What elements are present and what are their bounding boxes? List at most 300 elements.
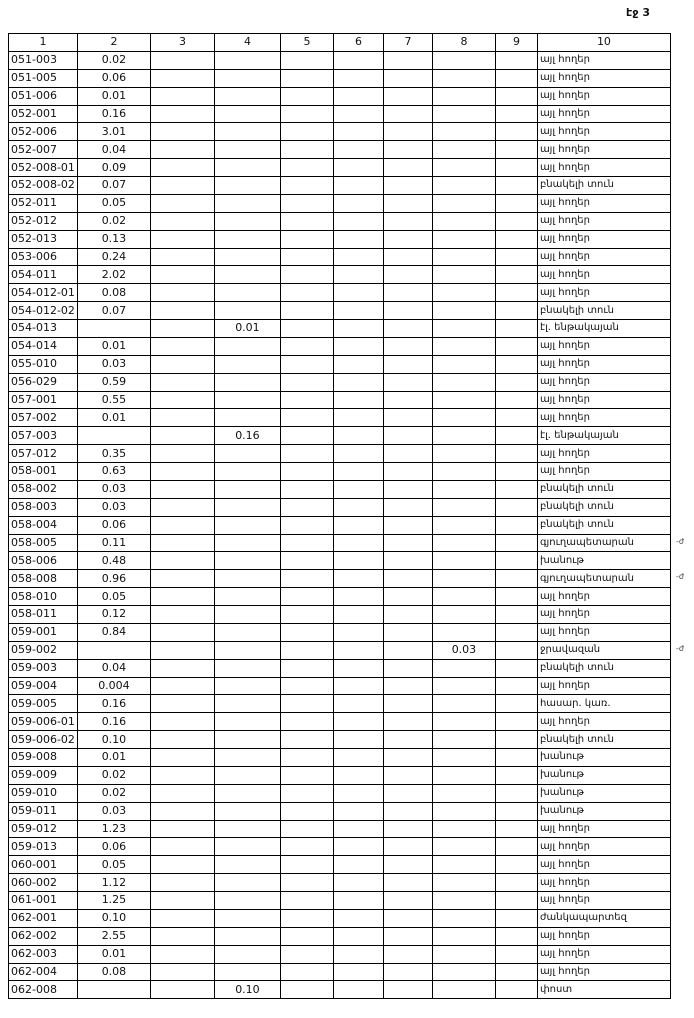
land-use-cell: այլ հողեր bbox=[537, 945, 670, 963]
area-cell-col-5 bbox=[280, 391, 333, 409]
area-cell-col-6 bbox=[333, 641, 383, 659]
area-cell-col-7 bbox=[383, 659, 432, 677]
area-cell-col-6 bbox=[333, 749, 383, 767]
area-cell-col-2: 0.03 bbox=[77, 480, 150, 498]
area-cell-col-8 bbox=[432, 981, 495, 999]
area-cell-col-4 bbox=[214, 534, 280, 552]
area-cell-col-5 bbox=[280, 856, 333, 874]
area-cell-col-7 bbox=[383, 87, 432, 105]
area-cell-col-8 bbox=[432, 927, 495, 945]
land-use-cell: այլ հողեր bbox=[537, 212, 670, 230]
area-cell-col-2: 1.12 bbox=[77, 874, 150, 892]
area-cell-col-4 bbox=[214, 194, 280, 212]
area-cell-col-9 bbox=[495, 480, 537, 498]
land-use-cell: այլ հողեր bbox=[537, 159, 670, 177]
parcel-code-cell: 059-008 bbox=[9, 749, 78, 767]
area-cell-col-9 bbox=[495, 51, 537, 69]
table-row bbox=[9, 320, 671, 338]
area-cell-col-3 bbox=[150, 695, 214, 713]
area-cell-col-4 bbox=[214, 302, 280, 320]
table-row bbox=[9, 212, 671, 230]
table-row bbox=[9, 838, 671, 856]
area-cell-col-8 bbox=[432, 159, 495, 177]
area-cell-col-4 bbox=[214, 87, 280, 105]
area-cell-col-9 bbox=[495, 177, 537, 195]
area-cell-col-9 bbox=[495, 677, 537, 695]
area-cell-col-4 bbox=[214, 105, 280, 123]
land-use-cell: խանութ bbox=[537, 784, 670, 802]
table-row bbox=[9, 749, 671, 767]
area-cell-col-4 bbox=[214, 480, 280, 498]
area-cell-col-9 bbox=[495, 802, 537, 820]
area-cell-col-7 bbox=[383, 409, 432, 427]
area-cell-col-3 bbox=[150, 838, 214, 856]
area-cell-col-6 bbox=[333, 892, 383, 910]
area-cell-col-5 bbox=[280, 927, 333, 945]
land-use-cell: խանութ bbox=[537, 552, 670, 570]
area-cell-col-6 bbox=[333, 51, 383, 69]
land-use-cell: այլ հողեր bbox=[537, 623, 670, 641]
area-cell-col-6 bbox=[333, 320, 383, 338]
area-cell-col-8 bbox=[432, 659, 495, 677]
area-cell-col-2: 0.07 bbox=[77, 177, 150, 195]
area-cell-col-6 bbox=[333, 355, 383, 373]
parcel-code-cell: 058-006 bbox=[9, 552, 78, 570]
area-cell-col-2: 0.01 bbox=[77, 749, 150, 767]
land-use-cell: այլ հողեր bbox=[537, 391, 670, 409]
area-cell-col-5 bbox=[280, 141, 333, 159]
area-cell-col-9 bbox=[495, 373, 537, 391]
area-cell-col-7 bbox=[383, 588, 432, 606]
area-cell-col-3 bbox=[150, 212, 214, 230]
area-cell-col-8 bbox=[432, 623, 495, 641]
area-cell-col-9 bbox=[495, 606, 537, 624]
area-cell-col-6 bbox=[333, 677, 383, 695]
area-cell-col-6 bbox=[333, 445, 383, 463]
land-use-cell: այլ հողեր bbox=[537, 588, 670, 606]
area-cell-col-8 bbox=[432, 212, 495, 230]
area-cell-col-7 bbox=[383, 677, 432, 695]
area-cell-col-2: 0.24 bbox=[77, 248, 150, 266]
area-cell-col-7 bbox=[383, 927, 432, 945]
area-cell-col-8 bbox=[432, 498, 495, 516]
area-cell-col-4 bbox=[214, 69, 280, 87]
table-row bbox=[9, 534, 671, 552]
land-use-cell: այլ հողեր bbox=[537, 838, 670, 856]
area-cell-col-3 bbox=[150, 284, 214, 302]
parcel-code-cell: 062-003 bbox=[9, 945, 78, 963]
table-row bbox=[9, 480, 671, 498]
table-row bbox=[9, 248, 671, 266]
table-row bbox=[9, 266, 671, 284]
area-cell-col-7 bbox=[383, 177, 432, 195]
land-use-cell: գյուղապետարան bbox=[537, 570, 670, 588]
area-cell-col-8 bbox=[432, 570, 495, 588]
area-cell-col-9 bbox=[495, 927, 537, 945]
parcel-code-cell: 058-002 bbox=[9, 480, 78, 498]
parcel-code-cell: 059-011 bbox=[9, 802, 78, 820]
area-cell-col-2: 0.08 bbox=[77, 284, 150, 302]
area-cell-col-8 bbox=[432, 552, 495, 570]
area-cell-col-7 bbox=[383, 141, 432, 159]
parcel-code-cell: 057-003 bbox=[9, 427, 78, 445]
area-cell-col-6 bbox=[333, 302, 383, 320]
parcel-code-cell: 060-001 bbox=[9, 856, 78, 874]
area-cell-col-7 bbox=[383, 373, 432, 391]
area-cell-col-3 bbox=[150, 177, 214, 195]
area-cell-col-8 bbox=[432, 766, 495, 784]
table-row bbox=[9, 194, 671, 212]
area-cell-col-2: 0.08 bbox=[77, 963, 150, 981]
area-cell-col-2 bbox=[77, 981, 150, 999]
area-cell-col-6 bbox=[333, 516, 383, 534]
area-cell-col-8 bbox=[432, 177, 495, 195]
area-cell-col-8 bbox=[432, 87, 495, 105]
area-cell-col-4 bbox=[214, 892, 280, 910]
area-cell-col-6 bbox=[333, 552, 383, 570]
area-cell-col-5 bbox=[280, 355, 333, 373]
area-cell-col-8 bbox=[432, 463, 495, 481]
area-cell-col-2: 3.01 bbox=[77, 123, 150, 141]
header-row bbox=[9, 34, 671, 52]
area-cell-col-2: 0.16 bbox=[77, 105, 150, 123]
area-cell-col-7 bbox=[383, 51, 432, 69]
area-cell-col-5 bbox=[280, 731, 333, 749]
table-row bbox=[9, 105, 671, 123]
area-cell-col-5 bbox=[280, 892, 333, 910]
area-cell-col-3 bbox=[150, 337, 214, 355]
area-cell-col-6 bbox=[333, 909, 383, 927]
area-cell-col-2: 0.01 bbox=[77, 87, 150, 105]
area-cell-col-6 bbox=[333, 248, 383, 266]
area-cell-col-3 bbox=[150, 659, 214, 677]
land-use-cell: այլ հողեր bbox=[537, 927, 670, 945]
parcel-code-cell: 059-005 bbox=[9, 695, 78, 713]
area-cell-col-9 bbox=[495, 820, 537, 838]
table-row bbox=[9, 177, 671, 195]
parcel-code-cell: 054-012-01 bbox=[9, 284, 78, 302]
area-cell-col-2: 0.05 bbox=[77, 588, 150, 606]
area-cell-col-8 bbox=[432, 391, 495, 409]
area-cell-col-9 bbox=[495, 212, 537, 230]
area-cell-col-7 bbox=[383, 892, 432, 910]
area-cell-col-4 bbox=[214, 373, 280, 391]
area-cell-col-2: 0.96 bbox=[77, 570, 150, 588]
land-use-cell: այլ հողեր bbox=[537, 820, 670, 838]
area-cell-col-2: 0.03 bbox=[77, 355, 150, 373]
column-header-9: 9 bbox=[495, 34, 537, 52]
parcel-code-cell: 059-001 bbox=[9, 623, 78, 641]
area-cell-col-4 bbox=[214, 123, 280, 141]
area-cell-col-5 bbox=[280, 248, 333, 266]
area-cell-col-9 bbox=[495, 230, 537, 248]
area-cell-col-7 bbox=[383, 445, 432, 463]
area-cell-col-9 bbox=[495, 731, 537, 749]
area-cell-col-5 bbox=[280, 194, 333, 212]
area-cell-col-9 bbox=[495, 874, 537, 892]
area-cell-col-2: 0.63 bbox=[77, 463, 150, 481]
area-cell-col-2: 0.04 bbox=[77, 141, 150, 159]
parcel-code-cell: 062-001 bbox=[9, 909, 78, 927]
area-cell-col-8 bbox=[432, 284, 495, 302]
area-cell-col-7 bbox=[383, 784, 432, 802]
area-cell-col-3 bbox=[150, 105, 214, 123]
area-cell-col-9 bbox=[495, 445, 537, 463]
parcel-code-cell: 052-006 bbox=[9, 123, 78, 141]
area-cell-col-7 bbox=[383, 695, 432, 713]
area-cell-col-5 bbox=[280, 177, 333, 195]
area-cell-col-7 bbox=[383, 123, 432, 141]
area-cell-col-8 bbox=[432, 105, 495, 123]
parcel-code-cell: 054-011 bbox=[9, 266, 78, 284]
table-row bbox=[9, 695, 671, 713]
land-use-cell: էլ. ենթակայան bbox=[537, 320, 670, 338]
parcel-code-cell: 055-010 bbox=[9, 355, 78, 373]
area-cell-col-5 bbox=[280, 588, 333, 606]
area-cell-col-5 bbox=[280, 212, 333, 230]
parcel-code-cell: 062-004 bbox=[9, 963, 78, 981]
area-cell-col-9 bbox=[495, 784, 537, 802]
column-header-1: 1 bbox=[9, 34, 78, 52]
area-cell-col-3 bbox=[150, 516, 214, 534]
land-use-cell: էլ. ենթակայան bbox=[537, 427, 670, 445]
area-cell-col-6 bbox=[333, 480, 383, 498]
parcel-code-cell: 051-005 bbox=[9, 69, 78, 87]
table-row bbox=[9, 945, 671, 963]
area-cell-col-6 bbox=[333, 981, 383, 999]
table-row bbox=[9, 159, 671, 177]
area-cell-col-9 bbox=[495, 588, 537, 606]
land-use-cell: այլ հողեր bbox=[537, 266, 670, 284]
area-cell-col-8 bbox=[432, 695, 495, 713]
area-cell-col-5 bbox=[280, 427, 333, 445]
parcel-code-cell: 061-001 bbox=[9, 892, 78, 910]
area-cell-col-4 bbox=[214, 588, 280, 606]
area-cell-col-9 bbox=[495, 123, 537, 141]
table-row bbox=[9, 87, 671, 105]
parcel-code-cell: 058-010 bbox=[9, 588, 78, 606]
area-cell-col-2: 0.16 bbox=[77, 695, 150, 713]
land-use-cell: այլ հողեր bbox=[537, 284, 670, 302]
land-use-cell: բնակելի տուն bbox=[537, 177, 670, 195]
area-cell-col-7 bbox=[383, 69, 432, 87]
page-number: էջ 3 bbox=[626, 6, 650, 19]
area-cell-col-7 bbox=[383, 641, 432, 659]
area-cell-col-9 bbox=[495, 856, 537, 874]
area-cell-col-6 bbox=[333, 373, 383, 391]
area-cell-col-3 bbox=[150, 677, 214, 695]
area-cell-col-5 bbox=[280, 641, 333, 659]
area-cell-col-3 bbox=[150, 802, 214, 820]
area-cell-col-2: 0.10 bbox=[77, 909, 150, 927]
table-row bbox=[9, 141, 671, 159]
area-cell-col-5 bbox=[280, 87, 333, 105]
area-cell-col-8 bbox=[432, 373, 495, 391]
table-row bbox=[9, 606, 671, 624]
area-cell-col-7 bbox=[383, 302, 432, 320]
area-cell-col-3 bbox=[150, 463, 214, 481]
area-cell-col-6 bbox=[333, 927, 383, 945]
parcel-code-cell: 059-013 bbox=[9, 838, 78, 856]
table-row bbox=[9, 355, 671, 373]
area-cell-col-7 bbox=[383, 945, 432, 963]
land-use-cell: այլ հողեր bbox=[537, 141, 670, 159]
table-row bbox=[9, 713, 671, 731]
area-cell-col-8 bbox=[432, 713, 495, 731]
area-cell-col-4 bbox=[214, 284, 280, 302]
area-cell-col-5 bbox=[280, 909, 333, 927]
area-cell-col-5 bbox=[280, 677, 333, 695]
land-use-cell: այլ հողեր bbox=[537, 105, 670, 123]
area-cell-col-3 bbox=[150, 820, 214, 838]
area-cell-col-2: 0.09 bbox=[77, 159, 150, 177]
area-cell-col-2: 0.55 bbox=[77, 391, 150, 409]
area-cell-col-6 bbox=[333, 802, 383, 820]
area-cell-col-7 bbox=[383, 337, 432, 355]
area-cell-col-6 bbox=[333, 87, 383, 105]
area-cell-col-3 bbox=[150, 409, 214, 427]
area-cell-col-5 bbox=[280, 480, 333, 498]
area-cell-col-6 bbox=[333, 498, 383, 516]
area-cell-col-2 bbox=[77, 427, 150, 445]
area-cell-col-3 bbox=[150, 623, 214, 641]
area-cell-col-6 bbox=[333, 838, 383, 856]
area-cell-col-9 bbox=[495, 105, 537, 123]
area-cell-col-2 bbox=[77, 320, 150, 338]
area-cell-col-9 bbox=[495, 695, 537, 713]
area-cell-col-5 bbox=[280, 874, 333, 892]
land-register-table bbox=[8, 33, 671, 999]
area-cell-col-3 bbox=[150, 69, 214, 87]
area-cell-col-6 bbox=[333, 534, 383, 552]
land-use-cell: այլ հողեր bbox=[537, 355, 670, 373]
area-cell-col-9 bbox=[495, 391, 537, 409]
column-header-7: 7 bbox=[383, 34, 432, 52]
area-cell-col-4 bbox=[214, 552, 280, 570]
area-cell-col-4 bbox=[214, 463, 280, 481]
parcel-code-cell: 052-013 bbox=[9, 230, 78, 248]
area-cell-col-6 bbox=[333, 731, 383, 749]
area-cell-col-5 bbox=[280, 820, 333, 838]
table-row bbox=[9, 552, 671, 570]
column-header-6: 6 bbox=[333, 34, 383, 52]
land-use-cell: բնակելի տուն bbox=[537, 659, 670, 677]
area-cell-col-4 bbox=[214, 516, 280, 534]
table-row bbox=[9, 623, 671, 641]
area-cell-col-7 bbox=[383, 248, 432, 266]
area-cell-col-7 bbox=[383, 623, 432, 641]
parcel-code-cell: 052-007 bbox=[9, 141, 78, 159]
area-cell-col-5 bbox=[280, 606, 333, 624]
area-cell-col-9 bbox=[495, 320, 537, 338]
area-cell-col-2: 0.004 bbox=[77, 677, 150, 695]
area-cell-col-9 bbox=[495, 892, 537, 910]
area-cell-col-9 bbox=[495, 659, 537, 677]
table-row bbox=[9, 409, 671, 427]
area-cell-col-4 bbox=[214, 391, 280, 409]
area-cell-col-5 bbox=[280, 784, 333, 802]
area-cell-col-8 bbox=[432, 892, 495, 910]
area-cell-col-4 bbox=[214, 623, 280, 641]
area-cell-col-6 bbox=[333, 856, 383, 874]
area-cell-col-4 bbox=[214, 963, 280, 981]
area-cell-col-8 bbox=[432, 141, 495, 159]
area-cell-col-9 bbox=[495, 534, 537, 552]
area-cell-col-3 bbox=[150, 570, 214, 588]
area-cell-col-2: 2.02 bbox=[77, 266, 150, 284]
margin-mark: -ժ bbox=[676, 536, 685, 546]
table-row bbox=[9, 516, 671, 534]
area-cell-col-2: 1.23 bbox=[77, 820, 150, 838]
area-cell-col-2: 0.01 bbox=[77, 337, 150, 355]
area-cell-col-8 bbox=[432, 230, 495, 248]
area-cell-col-3 bbox=[150, 427, 214, 445]
area-cell-col-9 bbox=[495, 623, 537, 641]
table-row bbox=[9, 445, 671, 463]
land-use-cell: այլ հողեր bbox=[537, 230, 670, 248]
area-cell-col-5 bbox=[280, 463, 333, 481]
area-cell-col-7 bbox=[383, 856, 432, 874]
table-row bbox=[9, 802, 671, 820]
area-cell-col-4 bbox=[214, 641, 280, 659]
area-cell-col-4 bbox=[214, 856, 280, 874]
area-cell-col-5 bbox=[280, 516, 333, 534]
area-cell-col-6 bbox=[333, 230, 383, 248]
area-cell-col-7 bbox=[383, 105, 432, 123]
area-cell-col-9 bbox=[495, 266, 537, 284]
area-cell-col-7 bbox=[383, 874, 432, 892]
area-cell-col-3 bbox=[150, 445, 214, 463]
area-cell-col-2: 1.25 bbox=[77, 892, 150, 910]
area-cell-col-2: 0.13 bbox=[77, 230, 150, 248]
area-cell-col-6 bbox=[333, 588, 383, 606]
area-cell-col-3 bbox=[150, 498, 214, 516]
parcel-code-cell: 059-012 bbox=[9, 820, 78, 838]
area-cell-col-8 bbox=[432, 963, 495, 981]
area-cell-col-4 bbox=[214, 766, 280, 784]
area-cell-col-9 bbox=[495, 963, 537, 981]
area-cell-col-3 bbox=[150, 159, 214, 177]
column-header-2: 2 bbox=[77, 34, 150, 52]
area-cell-col-2 bbox=[77, 641, 150, 659]
column-header-5: 5 bbox=[280, 34, 333, 52]
area-cell-col-8 bbox=[432, 731, 495, 749]
area-cell-col-4 bbox=[214, 677, 280, 695]
area-cell-col-9 bbox=[495, 409, 537, 427]
area-cell-col-6 bbox=[333, 159, 383, 177]
area-cell-col-6 bbox=[333, 713, 383, 731]
land-use-cell: այլ հողեր bbox=[537, 856, 670, 874]
parcel-code-cell: 058-001 bbox=[9, 463, 78, 481]
area-cell-col-4 bbox=[214, 909, 280, 927]
table-body bbox=[9, 51, 671, 998]
table-row bbox=[9, 69, 671, 87]
land-use-cell: բնակելի տուն bbox=[537, 498, 670, 516]
area-cell-col-4 bbox=[214, 945, 280, 963]
area-cell-col-9 bbox=[495, 516, 537, 534]
area-cell-col-2: 0.02 bbox=[77, 766, 150, 784]
area-cell-col-5 bbox=[280, 802, 333, 820]
area-cell-col-9 bbox=[495, 337, 537, 355]
column-header-10: 10 bbox=[537, 34, 670, 52]
area-cell-col-8 bbox=[432, 534, 495, 552]
area-cell-col-5 bbox=[280, 284, 333, 302]
parcel-code-cell: 062-002 bbox=[9, 927, 78, 945]
area-cell-col-5 bbox=[280, 123, 333, 141]
area-cell-col-5 bbox=[280, 695, 333, 713]
area-cell-col-3 bbox=[150, 552, 214, 570]
parcel-code-cell: 052-008-02 bbox=[9, 177, 78, 195]
